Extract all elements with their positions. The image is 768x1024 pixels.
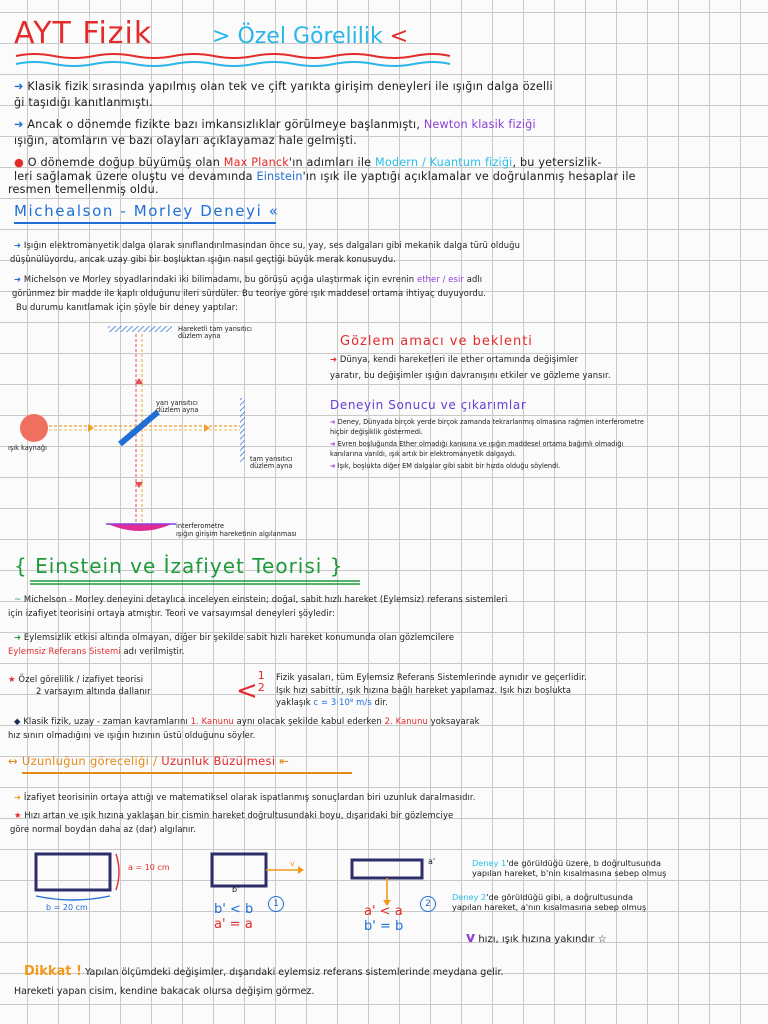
brace-numbers: <1 2: [236, 669, 265, 706]
length-heading: ↔ Uzunluğun göreceliği / Uzunluk Büzülmesi ⇤: [8, 754, 290, 768]
result-2b: kanılarına varıldı, ışık artık bir elektromanyetik dalgaydı.: [330, 450, 517, 458]
star-icon: ★: [8, 674, 16, 684]
v-note: v hızı, ışık hızına yakındır ☆: [466, 930, 607, 946]
length-para-2: ★ Hızı artan ve ışık hızına yaklaşan bir cismin hareket doğrultusundaki boyu, dışarıdaki bir gözlemciye: [14, 810, 454, 820]
einstein-para-2: ➜ Eylemsizlik etkisi altında olmayan, diğer bir şekilde sabit hızlı hareket konumunda olan gözlemcilere: [14, 632, 455, 642]
michelson-para-1b: düşünülüyordu, ancak uzay gibi bir boşluktan ışığın nasıl geçtiği büyük merak konusuydu.: [10, 254, 396, 264]
warning-note: Dikkat ! Yapılan ölçümdeki değişimler, dışarıdaki eylemsiz referans sistemlerinde meydana gelir.: [24, 964, 504, 979]
intro-para-1: ➜ Klasik fizik sırasında yapılmış olan tek ve çift yarıkta girişim deneyleri ile ışığın dalga özelli: [14, 80, 553, 93]
result-1b: hiçbir değişiklik göstermedi.: [330, 428, 423, 436]
einstein-para-1b: için izafiyet teorisini ortaya atmıştır. Teori ve varsayımsal deneyleri şöyledir:: [8, 608, 336, 618]
result-1: ➜ Deney, Dünyada birçok yerde birçok zamanda tekrarlanmış olmasına rağmen interferometre: [330, 418, 644, 426]
einstein-para-3b: 2 varsayım altında dallanır: [36, 686, 151, 696]
intro-para-2: ➜ Ancak o dönemde fizikte bazı imkansızlıklar görülmeye başlanmıştı, Newton klasik fiziği: [14, 118, 536, 131]
star-icon: ★: [14, 810, 22, 820]
intro-para-1b: ği taşıdığı kanıtlanmıştı.: [14, 96, 153, 109]
diamond-icon: ◆: [14, 716, 21, 726]
circle-num-2: 2: [420, 896, 436, 912]
mirror-right: [240, 398, 245, 462]
intro-para-3c: resmen temellenmiş oldu.: [8, 183, 159, 196]
v-label-1: v: [290, 859, 295, 868]
assumption-1: Fizik yasaları, tüm Eylemsiz Referans Sistemlerinde aynıdır ve geçerlidir.: [276, 672, 587, 682]
assumption-2b: yaklaşık c = 3·10⁸ m/s dir.: [276, 697, 388, 707]
bullet-dot: ●: [14, 156, 24, 169]
circle-num-1: 1: [268, 896, 284, 912]
einstein-heading: { Einstein ve İzafiyet Teorisi }: [14, 554, 344, 578]
result-3: ➜ Işık, boşlukta diğer EM dalgalar gibi sabit bir hızda olduğu söylendi.: [330, 462, 561, 470]
length-para-1: ➜ İzafiyet teorisinin ortaya attığı ve matematiksel olarak ispatlanmış sonuçlardan biri uzunluk daralmasıdır.: [14, 792, 476, 802]
experiment-1: Deney 1'de görüldüğü üzere, b doğrultusunda yapılan hareket, b'nin kısalmasına sebep olmuş: [472, 858, 667, 878]
michelson-para-2b: görünmez bir madde ile kaplı olduğunu ileri sürdüler. Bu teoriye göre ışık maddesel ortama ihtiyaç duyuyordu.: [12, 288, 486, 298]
label-mirror-top: Hareketli tam yansıtıcı düzlem ayna: [178, 325, 253, 340]
page-title: AYT Fizik: [14, 16, 153, 51]
michelson-para-2c: Bu durumu kanıtlamak için şöyle bir deney yaptılar:: [16, 302, 239, 312]
einstein-para-1: ~ Michelson - Morley deneyini detaylıca inceleyen einstein; doğal, sabit hızlı hareket (Eylemsiz) referans sistemleri: [14, 594, 508, 604]
light-source: [20, 414, 48, 442]
length-heading-underline: [22, 772, 352, 774]
box-b-label: b = 20 cm: [46, 903, 88, 912]
intro-para-2b: ışığın, atomların ve bazı olayları açıklayamaz hale gelmişti.: [14, 134, 357, 147]
relation-2: a' < a b' = b: [364, 904, 404, 934]
a-prime-label: a': [428, 857, 436, 866]
michelson-heading: Michealson - Morley Deneyi «: [14, 202, 280, 220]
label-mirror-right: tam yansıtıcı düzlem ayna: [250, 455, 293, 470]
label-source: ışık kaynağı: [8, 444, 47, 452]
mirror-top: [108, 326, 172, 332]
length-para-2b: göre normal boydan daha az (dar) algılanır.: [10, 824, 196, 834]
einstein-underline: [30, 578, 366, 586]
experiment-2: Deney 2'de görüldüğü gibi, a doğrultusunda yapılan hareket, a'nın kısalmasına sebep olmuş: [452, 892, 647, 912]
goal-heading: Gözlem amacı ve beklenti: [340, 334, 533, 349]
box-a-label: a = 10 cm: [128, 863, 170, 872]
page-subtitle: > Özel Görelilik <: [212, 24, 409, 49]
warning-note-b: Hareketi yapan cisim, kendine bakacak olursa değişim görmez.: [14, 986, 315, 997]
relation-1: b' < b a' = a: [214, 902, 254, 932]
michelson-para-1: ➜ Işığın elektromanyetik dalga olarak sınıflandırılmasından önce su, yay, ses dalgaları gibi mekanik dalga türü olduğu: [14, 240, 520, 250]
goal-text-a: ➜ Dünya, kendi hareketleri ile ether ortamında değişimler: [330, 354, 579, 364]
b-prime-label: b': [232, 885, 240, 894]
title-underline: [14, 52, 454, 70]
michelson-diagram: [10, 318, 320, 544]
interferometer: [108, 524, 172, 531]
label-half-mirror: yarı yansıtıcı düzlem ayna: [156, 399, 199, 414]
einstein-para-4: ◆ Klasik fizik, uzay - zaman kavramlarını 1. Kanunu aynı olacak şekilde kabul ederken 2. Kanunu yoksayarak: [14, 716, 480, 726]
einstein-para-4b: hız sınırı olmadığını ve ışığın hızının üstü olduğunu söyler.: [8, 730, 256, 740]
einstein-para-3: ★ Özel görelilik / izafiyet teorisi: [8, 674, 144, 684]
michelson-para-2: ➜ Michelson ve Morley soyadlarındaki iki bilimadamı, bu görüşü açığa ulaştırmak için evrenin ether / esir adlı: [14, 274, 483, 284]
intro-para-3b: leri sağlamak üzere oluştu ve devamında Einstein'ın ışık ile yaptığı açıklamalar ve doğrulanmış hesaplar ile: [14, 170, 636, 183]
intro-para-3: ● O dönemde doğup büyümüş olan Max Planck'ın adımları ile Modern / Kuantum fiziği, bu yetersizlik-: [14, 156, 602, 169]
result-heading: Deneyin Sonucu ve çıkarımlar: [330, 398, 527, 412]
einstein-para-2b: Eylemsiz Referans Sistemi adı verilmiştir.: [8, 646, 185, 656]
assumption-2: Işık hızı sabittir, ışık hızına bağlı hareket yapılamaz. Işık hızı boşlukta: [276, 685, 572, 695]
label-interferometer-sub: ışığın girişim hareketinin algılanması: [176, 530, 297, 538]
michelson-heading-underline: [14, 222, 276, 224]
goal-text-b: yaratır, bu değişimler ışığın davranışını etkiler ve gözleme yansır.: [330, 370, 611, 380]
label-interferometer: interferometre: [176, 522, 225, 530]
result-2: ➜ Evren boşluğunda Ether olmadığı kanısına ve ışığın maddesel ortama bağımlı olmadığı: [330, 440, 624, 448]
half-mirror: [120, 412, 158, 444]
